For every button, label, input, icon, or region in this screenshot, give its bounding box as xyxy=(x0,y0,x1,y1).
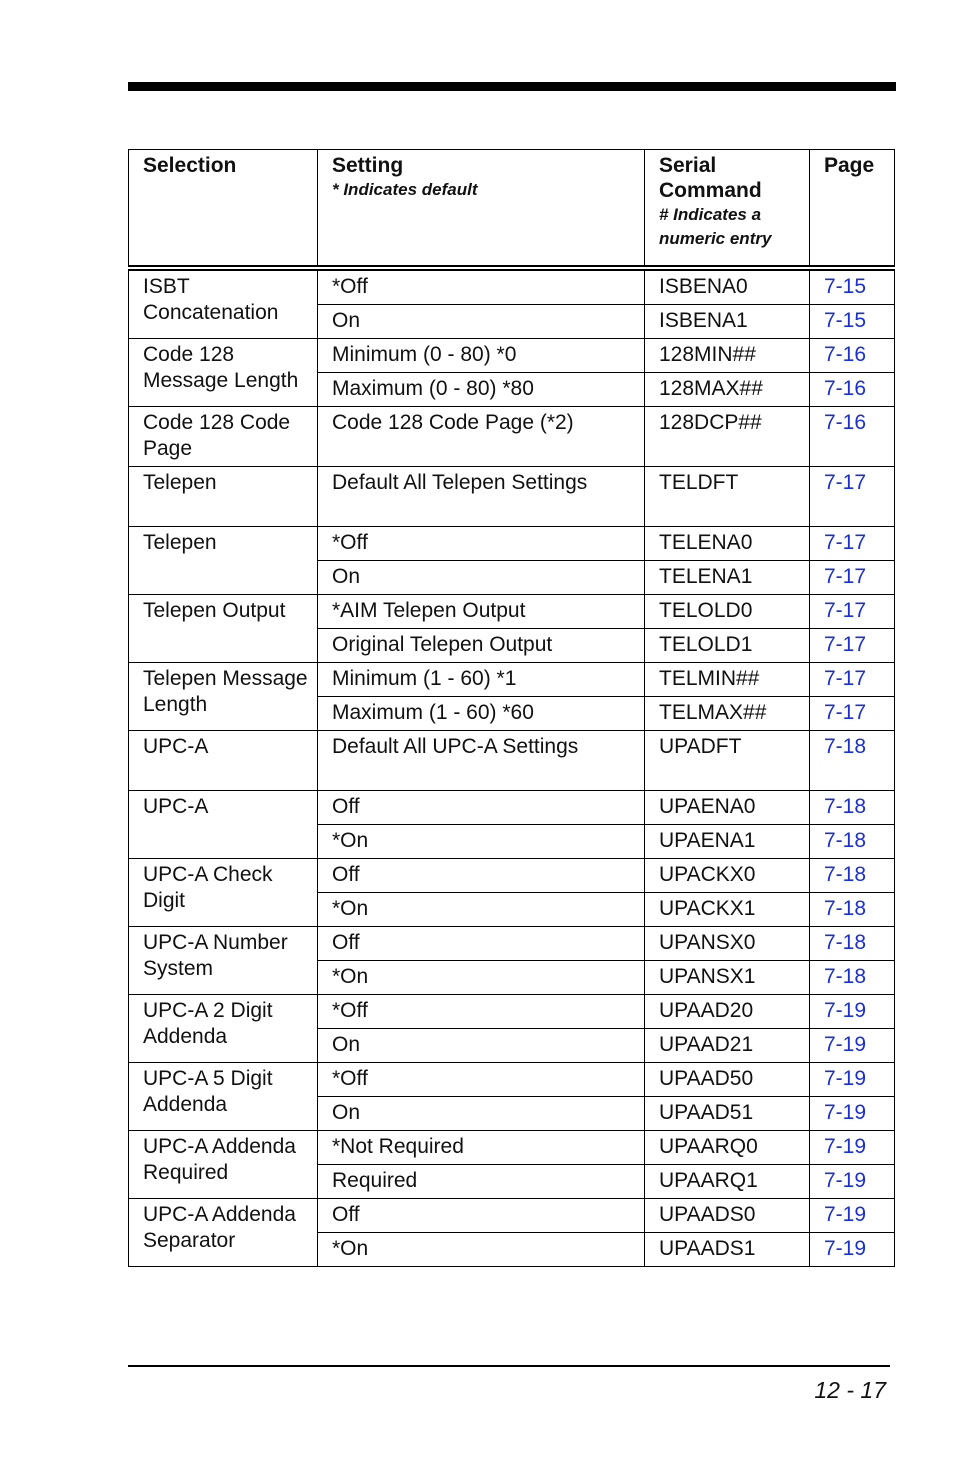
table-body xyxy=(129,268,895,1267)
command-cell: UPAAD21 xyxy=(645,1029,810,1063)
selection-cell: UPC-A Addenda Required xyxy=(129,1131,318,1199)
header-serial-note: # Indicates a xyxy=(659,205,762,224)
command-cell: UPAADS0 xyxy=(645,1199,810,1233)
table-row xyxy=(129,859,895,893)
page-link[interactable]: 7-17 xyxy=(810,595,895,629)
table-row xyxy=(129,791,895,825)
bottom-rule xyxy=(128,1365,890,1367)
setting-cell: On xyxy=(318,1097,645,1131)
page-link[interactable]: 7-17 xyxy=(810,697,895,731)
header-setting-note: * Indicates default xyxy=(332,180,478,199)
setting-cell: Off xyxy=(318,927,645,961)
command-cell: TELDFT xyxy=(645,467,810,527)
page-link[interactable]: 7-18 xyxy=(810,791,895,825)
table-row xyxy=(129,927,895,961)
setting-cell: *Not Required xyxy=(318,1131,645,1165)
command-cell: ISBENA1 xyxy=(645,305,810,339)
command-cell: UPAARQ0 xyxy=(645,1131,810,1165)
setting-cell: *Off xyxy=(318,268,645,305)
selection-cell: UPC-A Check Digit xyxy=(129,859,318,927)
page-link[interactable]: 7-19 xyxy=(810,1199,895,1233)
command-cell: TELENA1 xyxy=(645,561,810,595)
selection-cell: Telepen Output xyxy=(129,595,318,663)
page-link[interactable]: 7-18 xyxy=(810,893,895,927)
page-link[interactable]: 7-16 xyxy=(810,339,895,373)
table-row xyxy=(129,527,895,561)
selection-cell: Telepen xyxy=(129,467,318,527)
selection-cell: UPC-A Addenda Separator xyxy=(129,1199,318,1267)
command-cell: UPAAD20 xyxy=(645,995,810,1029)
command-cell: UPAENA0 xyxy=(645,791,810,825)
serial-command-table xyxy=(128,149,895,1267)
command-cell: 128DCP## xyxy=(645,407,810,467)
selection-cell: UPC-A 2 Digit Addenda xyxy=(129,995,318,1063)
page-link[interactable]: 7-19 xyxy=(810,1029,895,1063)
page-link[interactable]: 7-17 xyxy=(810,527,895,561)
page-link[interactable]: 7-17 xyxy=(810,629,895,663)
command-cell: UPAENA1 xyxy=(645,825,810,859)
setting-cell: *Off xyxy=(318,995,645,1029)
command-cell: UPADFT xyxy=(645,731,810,791)
table-row xyxy=(129,467,895,527)
setting-cell: Off xyxy=(318,791,645,825)
setting-cell: Required xyxy=(318,1165,645,1199)
page-link[interactable]: 7-18 xyxy=(810,927,895,961)
page-link[interactable]: 7-19 xyxy=(810,1131,895,1165)
table-row xyxy=(129,268,895,305)
page-link[interactable]: 7-16 xyxy=(810,407,895,467)
command-cell: ISBENA0 xyxy=(645,268,810,305)
selection-cell: UPC-A Number System xyxy=(129,927,318,995)
page-link[interactable]: 7-19 xyxy=(810,1233,895,1267)
setting-cell: Maximum (1 - 60) *60 xyxy=(318,697,645,731)
page-link[interactable]: 7-17 xyxy=(810,561,895,595)
command-cell: UPACKX0 xyxy=(645,859,810,893)
setting-cell: *On xyxy=(318,1233,645,1267)
top-rule xyxy=(128,82,896,91)
table-row xyxy=(129,1131,895,1165)
setting-cell: *AIM Telepen Output xyxy=(318,595,645,629)
command-cell: 128MIN## xyxy=(645,339,810,373)
table-row xyxy=(129,595,895,629)
page-link[interactable]: 7-19 xyxy=(810,1097,895,1131)
page-link[interactable]: 7-15 xyxy=(810,305,895,339)
table-row xyxy=(129,663,895,697)
selection-cell: Code 128 Message Length xyxy=(129,339,318,407)
setting-cell: Default All Telepen Settings xyxy=(318,467,645,527)
setting-cell: Off xyxy=(318,859,645,893)
header-selection: Selection xyxy=(129,150,318,269)
command-cell: UPAAD50 xyxy=(645,1063,810,1097)
selection-cell: UPC-A xyxy=(129,731,318,791)
header-page: Page xyxy=(810,150,895,269)
page-link[interactable]: 7-16 xyxy=(810,373,895,407)
command-cell: 128MAX## xyxy=(645,373,810,407)
header-serial-command: Serial Command # Indicates a numeric entry xyxy=(645,150,810,269)
setting-cell: Original Telepen Output xyxy=(318,629,645,663)
command-cell: UPANSX0 xyxy=(645,927,810,961)
page-number: 12 - 17 xyxy=(814,1377,886,1403)
page-link[interactable]: 7-19 xyxy=(810,1063,895,1097)
setting-cell: Maximum (0 - 80) *80 xyxy=(318,373,645,407)
page-link[interactable]: 7-18 xyxy=(810,961,895,995)
setting-cell: Default All UPC-A Settings xyxy=(318,731,645,791)
selection-cell: Code 128 Code Page xyxy=(129,407,318,467)
table-header xyxy=(129,150,895,269)
command-cell: UPAARQ1 xyxy=(645,1165,810,1199)
command-cell: TELOLD1 xyxy=(645,629,810,663)
page-link[interactable]: 7-17 xyxy=(810,663,895,697)
setting-cell: On xyxy=(318,305,645,339)
command-cell: TELOLD0 xyxy=(645,595,810,629)
selection-cell: UPC-A xyxy=(129,791,318,859)
command-cell: UPANSX1 xyxy=(645,961,810,995)
table-row xyxy=(129,339,895,373)
table-row xyxy=(129,1199,895,1233)
setting-cell: *On xyxy=(318,961,645,995)
command-cell: TELENA0 xyxy=(645,527,810,561)
setting-cell: Minimum (0 - 80) *0 xyxy=(318,339,645,373)
page-link[interactable]: 7-18 xyxy=(810,731,895,791)
page-link[interactable]: 7-15 xyxy=(810,268,895,305)
table-row xyxy=(129,995,895,1029)
setting-cell: On xyxy=(318,561,645,595)
setting-cell: Minimum (1 - 60) *1 xyxy=(318,663,645,697)
page-link[interactable]: 7-19 xyxy=(810,1165,895,1199)
command-cell: UPAAD51 xyxy=(645,1097,810,1131)
setting-cell: *On xyxy=(318,893,645,927)
table-row xyxy=(129,407,895,467)
command-cell: TELMAX## xyxy=(645,697,810,731)
page-link[interactable]: 7-17 xyxy=(810,467,895,527)
page-link[interactable]: 7-18 xyxy=(810,859,895,893)
selection-cell: ISBT Concatenation xyxy=(129,268,318,339)
header-setting: Setting * Indicates default xyxy=(318,150,645,269)
command-cell: UPACKX1 xyxy=(645,893,810,927)
setting-cell: On xyxy=(318,1029,645,1063)
setting-cell: *Off xyxy=(318,527,645,561)
page-link[interactable]: 7-19 xyxy=(810,995,895,1029)
selection-cell: Telepen Message Length xyxy=(129,663,318,731)
setting-cell: Code 128 Code Page (*2) xyxy=(318,407,645,467)
setting-cell: Off xyxy=(318,1199,645,1233)
command-cell: UPAADS1 xyxy=(645,1233,810,1267)
page-link[interactable]: 7-18 xyxy=(810,825,895,859)
selection-cell: UPC-A 5 Digit Addenda xyxy=(129,1063,318,1131)
command-cell: TELMIN## xyxy=(645,663,810,697)
setting-cell: *Off xyxy=(318,1063,645,1097)
table-row xyxy=(129,731,895,791)
setting-cell: *On xyxy=(318,825,645,859)
selection-cell: Telepen xyxy=(129,527,318,595)
table-row xyxy=(129,1063,895,1097)
